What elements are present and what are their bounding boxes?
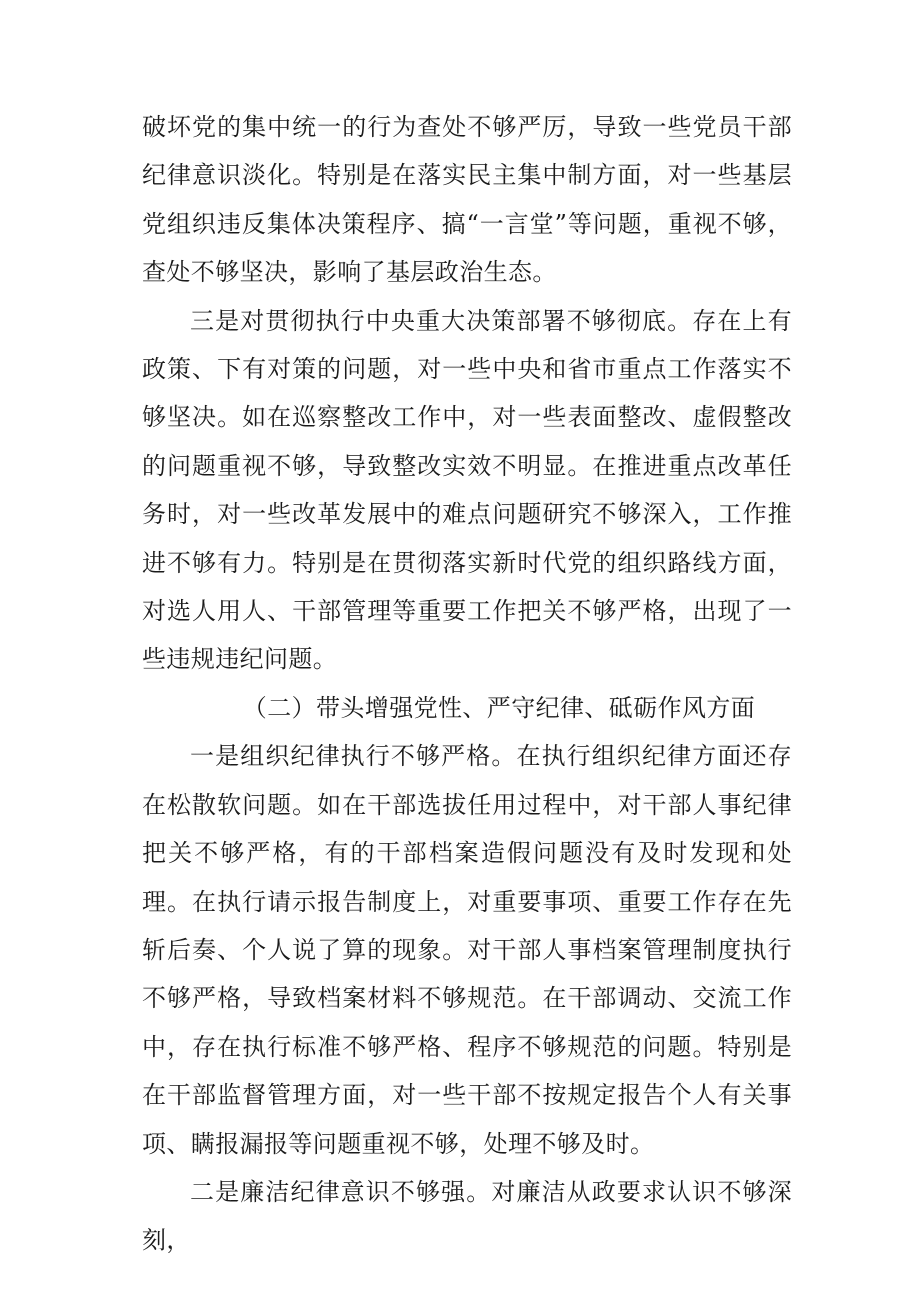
paragraph-continued: 破坏党的集中统一的行为查处不够严厉，导致一些党员干部纪律意识淡化。特别是在落实民主集中制方面，对一些基层党组织违反集体决策程序、搞“一言堂”等问题，重视不够，查处不够坚决，影响了基层政治生态。: [142, 113, 792, 287]
paragraph-point-one: 一是组织纪律执行不够严格。在执行组织纪律方面还存在松散软问题。如在干部选拔任用过程中，对干部人事纪律把关不够严格，有的干部档案造假问题没有及时发现和处理。在执行请示报告制度上，对重要事项、重要工作存在先斩后奏、个人说了算的现象。对干部人事档案管理制度执行不够严格，导致档案材料不够规范。在干部调动、交流工作中，存在执行标准不够严格、程序不够规范的问题。特别是在干部监督管理方面，对一些干部不按规定报告个人有关事项、瞒报漏报等问题重视不够，处理不够及时。: [142, 742, 792, 1158]
paragraph-point-three: 三是对贯彻执行中央重大决策部署不够彻底。存在上有政策、下有对策的问题，对一些中央和省市重点工作落实不够坚决。如在巡察整改工作中，对一些表面整改、虚假整改的问题重视不够，导致整改实效不明显。在推进重点改革任务时，对一些改革发展中的难点问题研究不够深入，工作推进不够有力。特别是在贯彻落实新时代党的组织路线方面，对选人用人、干部管理等重要工作把关不够严格，出现了一些违规违纪问题。: [142, 306, 792, 674]
document-body: [142, 103, 792, 1265]
section-heading: （二）带头增强党性、严守纪律、砥砺作风方面: [242, 693, 756, 722]
paragraph-point-two: 二是廉洁纪律意识不够强。对廉洁从政要求认识不够深刻，: [142, 1177, 792, 1255]
